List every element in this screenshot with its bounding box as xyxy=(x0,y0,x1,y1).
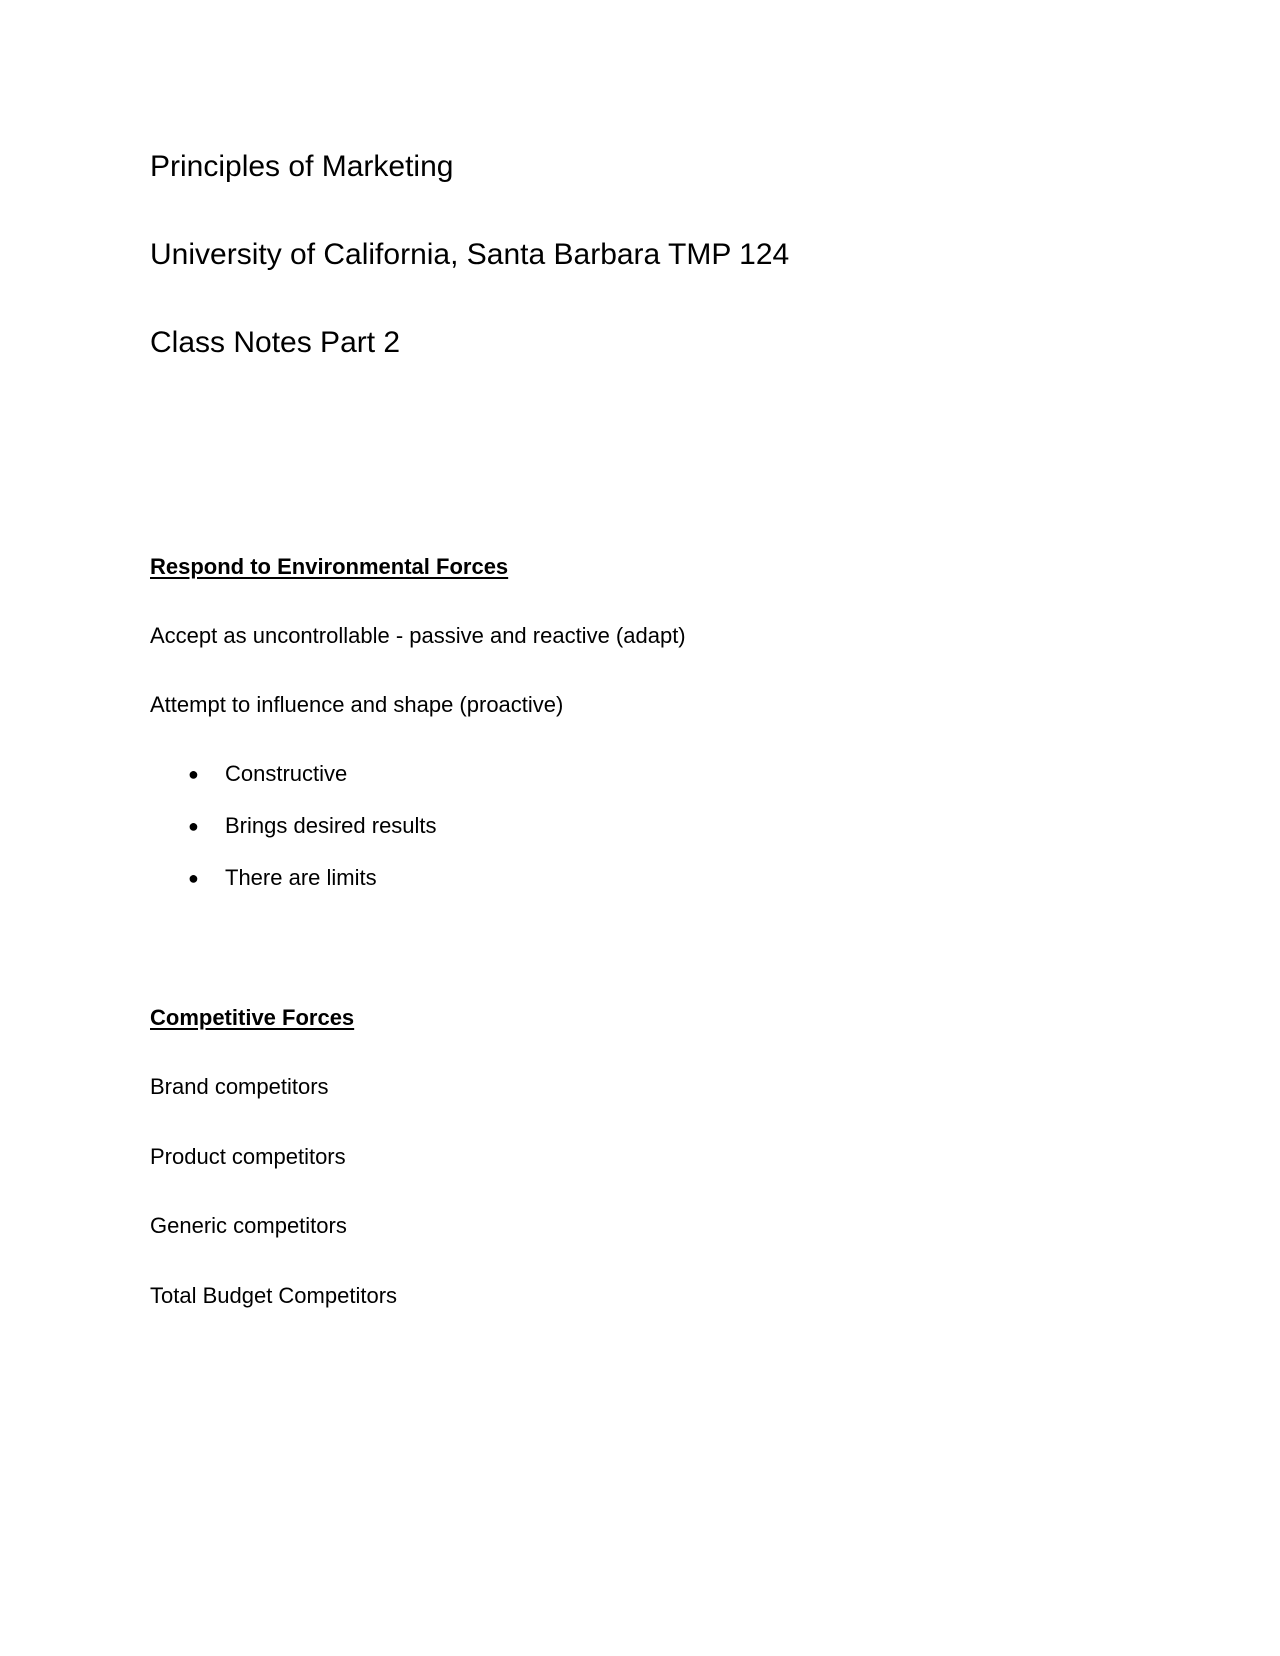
bullet-dot-icon: ● xyxy=(188,816,199,836)
bullet-text: Brings desired results xyxy=(225,813,437,838)
list-item-generic-competitors: Generic competitors xyxy=(150,1213,347,1238)
section-heading-environmental-forces: Respond to Environmental Forces xyxy=(150,554,509,579)
list-item-brand-competitors: Brand competitors xyxy=(150,1074,329,1099)
bullet-text: Constructive xyxy=(225,761,348,786)
paragraph-accept-uncontrollable: Accept as uncontrollable - passive and reactive (adapt) xyxy=(150,623,686,648)
document-subtitle: Class Notes Part 2 xyxy=(150,326,401,359)
institution-line: University of California, Santa Barbara TMP 124 xyxy=(150,238,790,271)
section-heading-competitive-forces: Competitive Forces xyxy=(150,1005,355,1030)
document-title: Principles of Marketing xyxy=(150,150,454,183)
bullet-dot-icon: ● xyxy=(188,868,199,888)
list-item-total-budget-competitors: Total Budget Competitors xyxy=(150,1283,398,1308)
list-item-product-competitors: Product competitors xyxy=(150,1144,346,1169)
bullet-dot-icon: ● xyxy=(188,764,199,784)
paragraph-attempt-influence: Attempt to influence and shape (proactive) xyxy=(150,692,564,717)
bullet-text: There are limits xyxy=(225,865,377,890)
